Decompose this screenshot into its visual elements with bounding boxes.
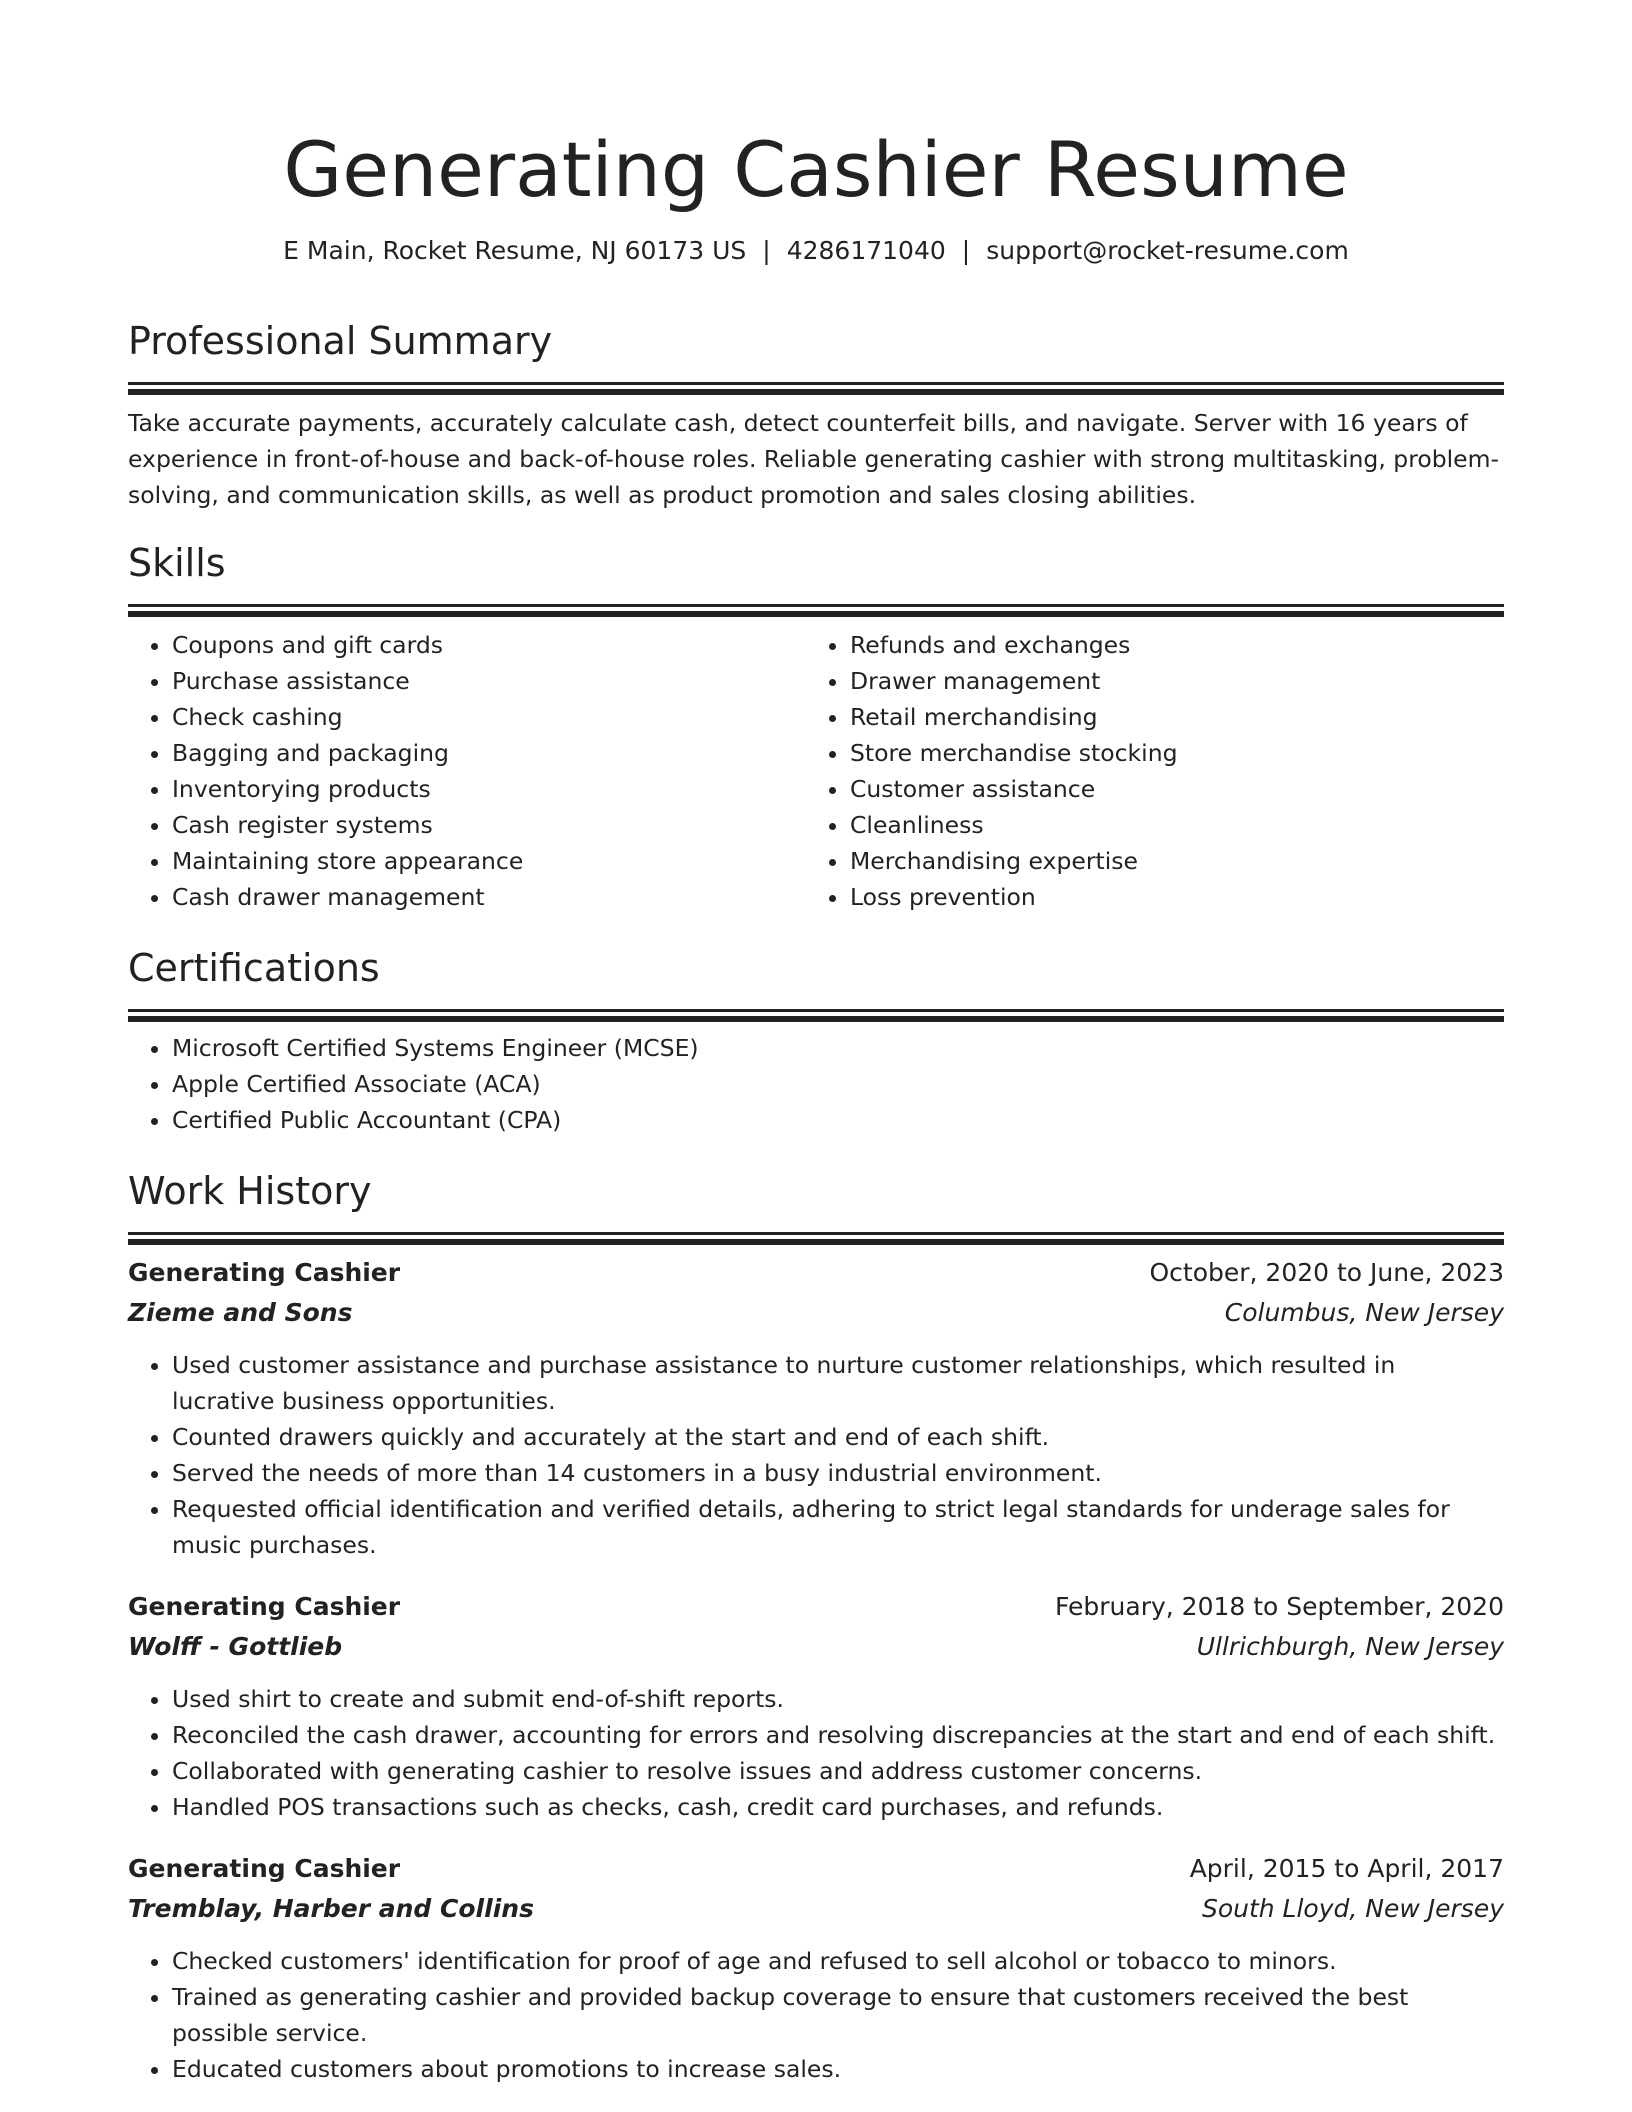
section-divider <box>128 1232 1504 1235</box>
section-divider <box>128 1009 1504 1012</box>
job-subheader <box>128 1293 1504 1333</box>
contact-separator: | <box>762 236 771 265</box>
job-bullet: • Requested official identification and verified details, adhering to strict legal standards for underage sales for music purchases. <box>172 1491 1504 1563</box>
skill-item: • Cash drawer management <box>172 879 806 915</box>
work-history-section <box>128 1168 1504 2087</box>
job-location: Ullrichburgh, New Jersey <box>1196 1632 1504 1661</box>
job-bullet: • Reconciled the cash drawer, accounting for errors and resolving discrepancies at the start and end of each shift. <box>172 1717 1504 1753</box>
job-entry <box>128 1253 1504 1563</box>
job-bullet: • Used customer assistance and purchase assistance to nurture customer relationships, which resulted in lucrative business opportunities. <box>172 1347 1504 1419</box>
skills-heading: Skills <box>128 541 226 585</box>
job-company: Wolff - Gottlieb <box>128 1632 343 1661</box>
skills-section <box>128 540 1504 915</box>
skill-item: • Refunds and exchanges <box>850 627 1484 663</box>
skill-item: • Customer assistance <box>850 771 1484 807</box>
summary-section <box>128 318 1504 513</box>
job-header <box>128 1587 1504 1627</box>
section-divider <box>128 382 1504 385</box>
certification-item: • Apple Certified Associate (ACA) <box>172 1066 1504 1102</box>
job-subheader <box>128 1889 1504 1929</box>
skills-grid <box>128 627 1504 915</box>
certifications-section <box>128 945 1504 1138</box>
summary-heading: Professional Summary <box>128 319 553 363</box>
skills-column-right <box>806 627 1484 915</box>
job-company: Tremblay, Harber and Collins <box>128 1894 534 1923</box>
job-company: Zieme and Sons <box>128 1298 353 1327</box>
contact-phone: 4286171040 <box>786 236 946 265</box>
job-bullet: • Trained as generating cashier and provided backup coverage to ensure that customers received the best possible service. <box>172 1979 1504 2051</box>
job-location: Columbus, New Jersey <box>1224 1298 1504 1327</box>
job-bullet: • Handled POS transactions such as checks, cash, credit card purchases, and refunds. <box>172 1789 1504 1825</box>
job-bullet: • Checked customers' identification for proof of age and refused to sell alcohol or tobacco to minors. <box>172 1943 1504 1979</box>
job-bullet: • Counted drawers quickly and accurately at the start and end of each shift. <box>172 1419 1504 1455</box>
job-entry <box>128 1587 1504 1825</box>
skill-item: • Bagging and packaging <box>172 735 806 771</box>
contact-email: support@rocket-resume.com <box>986 236 1349 265</box>
skills-column-left <box>128 627 806 915</box>
job-dates: April, 2015 to April, 2017 <box>1189 1854 1504 1883</box>
job-subheader <box>128 1627 1504 1667</box>
skill-item: • Merchandising expertise <box>850 843 1484 879</box>
skill-item: • Inventorying products <box>172 771 806 807</box>
work-history-heading: Work History <box>128 1169 372 1213</box>
section-divider <box>128 604 1504 607</box>
contact-separator: | <box>961 236 971 265</box>
job-entry <box>128 1849 1504 2087</box>
skill-item: • Cash register systems <box>172 807 806 843</box>
job-bullet: • Collaborated with generating cashier to resolve issues and address customer concerns. <box>172 1753 1504 1789</box>
job-header <box>128 1253 1504 1293</box>
job-header <box>128 1849 1504 1889</box>
job-title: Generating Cashier <box>128 1592 401 1621</box>
contact-line <box>128 234 1504 268</box>
job-title: Generating Cashier <box>128 1854 401 1883</box>
certification-item: • Certified Public Accountant (CPA) <box>172 1102 1504 1138</box>
certifications-heading: Certifications <box>128 946 380 990</box>
job-title: Generating Cashier <box>128 1258 401 1287</box>
skill-item: • Loss prevention <box>850 879 1484 915</box>
job-bullet: • Used shirt to create and submit end-of-shift reports. <box>172 1681 1504 1717</box>
job-bullet: • Served the needs of more than 14 customers in a busy industrial environment. <box>172 1455 1504 1491</box>
job-location: South Lloyd, New Jersey <box>1201 1894 1504 1923</box>
certification-item: • Microsoft Certified Systems Engineer (MCSE) <box>172 1030 1504 1066</box>
job-dates: February, 2018 to September, 2020 <box>1055 1592 1504 1621</box>
contact-address: E Main, Rocket Resume, NJ 60173 US <box>283 236 747 265</box>
skill-item: • Drawer management <box>850 663 1484 699</box>
skill-item: • Retail merchandising <box>850 699 1484 735</box>
skill-item: • Coupons and gift cards <box>172 627 806 663</box>
skill-item: • Check cashing <box>172 699 806 735</box>
skill-item: • Store merchandise stocking <box>850 735 1484 771</box>
resume-page <box>128 0 1504 2083</box>
skill-item: • Maintaining store appearance <box>172 843 806 879</box>
skill-item: • Purchase assistance <box>172 663 806 699</box>
skill-item: • Cleanliness <box>850 807 1484 843</box>
summary-text: Take accurate payments, accurately calculate cash, detect counterfeit bills, and navigate. Server with 16 years of experience in front-of-house and back-of-house roles. Reliable generating cashier with strong multitasking, problem-solving, and communication skills, as well as product promotion and sales closing abilities. <box>128 409 1499 509</box>
resume-name: Generating Cashier Resume <box>283 125 1349 214</box>
job-bullet: • Educated customers about promotions to increase sales. <box>172 2051 1504 2087</box>
job-dates: October, 2020 to June, 2023 <box>1149 1258 1504 1287</box>
